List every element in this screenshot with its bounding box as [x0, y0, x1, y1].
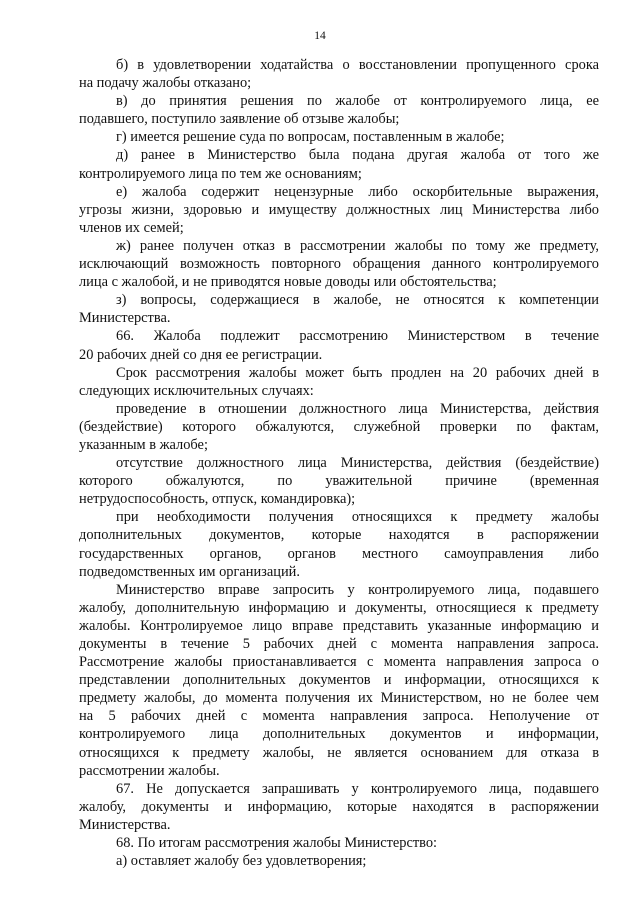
text-line: г) имеется решение суда по вопросам, поставленным в жалобе;	[116, 129, 505, 146]
text-line: подавшего, поступило заявление об отзыве жалобы;	[79, 111, 400, 128]
text-line: исключающий возможность повторного обращения данного контролируемого	[79, 256, 599, 273]
text-line: б) в удовлетворении ходатайства о восстановлении пропущенного срока	[116, 57, 599, 73]
text-line: в) до принятия решения по жалобе от контролируемого лица, ее	[116, 93, 599, 110]
text-line: представлении дополнительных документов и информации, относящихся к	[79, 672, 599, 689]
text-line: на 5 рабочих дней с момента направления запроса. Неполучение от	[79, 708, 599, 725]
text-line: которого обжалуются, по уважительной причине (временная	[79, 473, 599, 490]
text-line: при необходимости получения относящихся к предмету жалобы	[116, 509, 599, 526]
text-line: жалобу, дополнительную информацию и документы, относящиеся к предмету	[79, 599, 599, 616]
text-line: (бездействие) которого обжалуются, служебной проверки по фактам,	[79, 418, 599, 435]
text-line: 20 рабочих дней со дня ее регистрации.	[79, 346, 323, 363]
text-line: Срок рассмотрения жалобы может быть продлен на 20 рабочих дней в	[116, 364, 599, 381]
text-line: членов их семей;	[79, 219, 184, 236]
page-number: 14	[314, 30, 326, 42]
text-line: 66. Жалоба подлежит рассмотрению Министерством в течение	[116, 328, 599, 345]
text-line: Министерства.	[79, 310, 171, 327]
text-line: а) оставляет жалобу без удовлетворения;	[116, 853, 367, 870]
text-line: отсутствие должностного лица Министерства, действия (бездействие)	[116, 455, 599, 472]
document-body	[79, 56, 599, 870]
text-line: лица с жалобой, и не приводятся новые доводы или обстоятельства;	[79, 274, 497, 291]
text-line: государственных органов, органов местного самоуправления либо	[79, 545, 599, 562]
text-line: з) вопросы, содержащиеся в жалобе, не относятся к компетенции	[116, 292, 599, 309]
text-line: дополнительных документов, которые находятся в распоряжении	[79, 527, 599, 544]
text-line: е) жалоба содержит нецензурные либо оскорбительные выражения,	[116, 183, 599, 200]
text-line: Министерства.	[79, 816, 171, 833]
text-line: относящихся к предмету жалобы, не является основанием для отказа в	[79, 744, 599, 761]
text-line: нетрудоспособность, отпуск, командировка);	[79, 491, 356, 508]
text-line: ж) ранее получен отказ в рассмотрении жалобы по тому же предмету,	[116, 237, 599, 254]
text-line: указанным в жалобе;	[79, 436, 208, 453]
text-line: документы в течение 5 рабочих дней с момента направления запроса.	[79, 636, 599, 652]
text-line: 68. По итогам рассмотрения жалобы Министерство:	[116, 835, 438, 852]
text-line: д) ранее в Министерство была подана другая жалоба от того же	[116, 147, 599, 164]
text-line: следующих исключительных случаях:	[79, 382, 314, 399]
text-line: контролируемого лица дополнительных документов и информации,	[79, 726, 599, 743]
text-line: жалобу, документы и информацию, которые находятся в распоряжении	[79, 798, 599, 815]
text-line: подведомственных им организаций.	[79, 563, 300, 580]
text-line: контролируемого лица по тем же основаниям;	[79, 165, 362, 182]
text-line: рассмотрении жалобы.	[79, 762, 220, 779]
text-line: угрозы жизни, здоровью и имуществу должностных лиц Министерства либо	[79, 201, 599, 218]
text-line: Министерство вправе запросить у контролируемого лица, подавшего	[116, 581, 599, 598]
text-line: жалобы. Контролируемое лицо вправе представить указанные информацию и	[79, 617, 599, 634]
text-line: Рассмотрение жалобы приостанавливается с момента направления запроса о	[79, 654, 599, 671]
text-line: на подачу жалобы отказано;	[79, 75, 252, 92]
text-line: 67. Не допускается запрашивать у контролируемого лица, подавшего	[116, 780, 599, 797]
text-line: проведение в отношении должностного лица Министерства, действия	[116, 400, 599, 417]
text-line: предмету жалобы, до момента получения их Министерством, но не более чем	[79, 690, 599, 707]
